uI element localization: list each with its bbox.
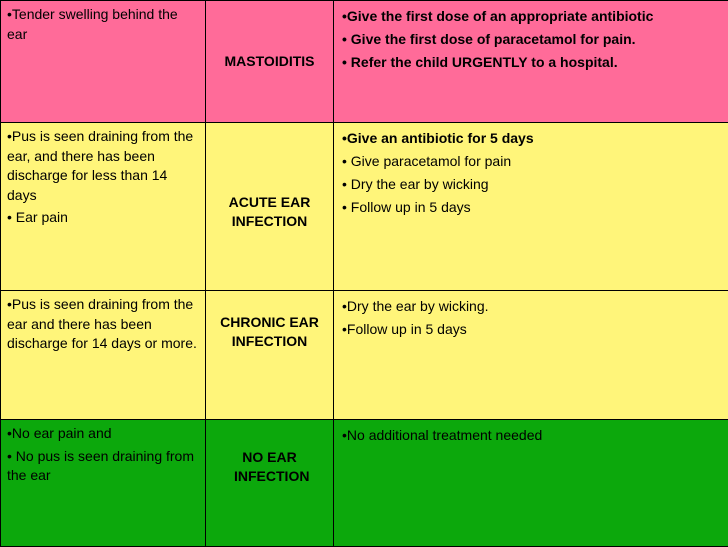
table-row	[1, 420, 728, 547]
treatment-cell	[334, 420, 728, 547]
signs-cell	[1, 123, 206, 291]
table-row	[1, 123, 728, 291]
treatment-cell	[334, 291, 728, 420]
table-row	[1, 291, 728, 420]
treatment-item: • Dry the ear by wicking	[342, 173, 728, 196]
sign-item: •Pus is seen draining from the ear and there has been discharge for 14 days or more.	[7, 295, 199, 354]
signs-cell	[1, 291, 206, 420]
sign-item: •Pus is seen draining from the ear, and there has been discharge for less than 14 days	[7, 127, 199, 205]
treatment-item: •Give the first dose of an appropriate antibiotic	[342, 5, 728, 28]
sign-item: • Ear pain	[7, 208, 199, 228]
classification-label: NO EAR INFECTION	[206, 448, 333, 486]
classification-label: CHRONIC EAR INFECTION	[206, 313, 333, 351]
table-row	[1, 1, 728, 123]
classification-cell	[206, 420, 334, 547]
treatment-item: • Follow up in 5 days	[342, 196, 728, 219]
classification-label: MASTOIDITIS	[225, 53, 315, 69]
sign-item: •Tender swelling behind the ear	[7, 5, 199, 44]
treatment-item: • Refer the child URGENTLY to a hospital.	[342, 51, 728, 74]
treatment-item: • Give the first dose of paracetamol for pain.	[342, 28, 728, 51]
treatment-item: •Give an antibiotic for 5 days	[342, 127, 728, 150]
treatment-item: •Follow up in 5 days	[342, 318, 728, 341]
treatment-item: • Give paracetamol for pain	[342, 150, 728, 173]
sign-item: • No pus is seen draining from the ear	[7, 447, 199, 486]
classification-cell	[206, 291, 334, 420]
classification-label: ACUTE EAR INFECTION	[206, 193, 333, 231]
classification-cell	[206, 123, 334, 291]
signs-cell	[1, 1, 206, 123]
treatment-cell	[334, 123, 728, 291]
treatment-cell	[334, 1, 728, 123]
sign-item: •No ear pain and	[7, 424, 199, 444]
signs-cell	[1, 420, 206, 547]
treatment-item: •Dry the ear by wicking.	[342, 295, 728, 318]
classification-cell	[206, 1, 334, 123]
treatment-item: •No additional treatment needed	[342, 424, 728, 447]
